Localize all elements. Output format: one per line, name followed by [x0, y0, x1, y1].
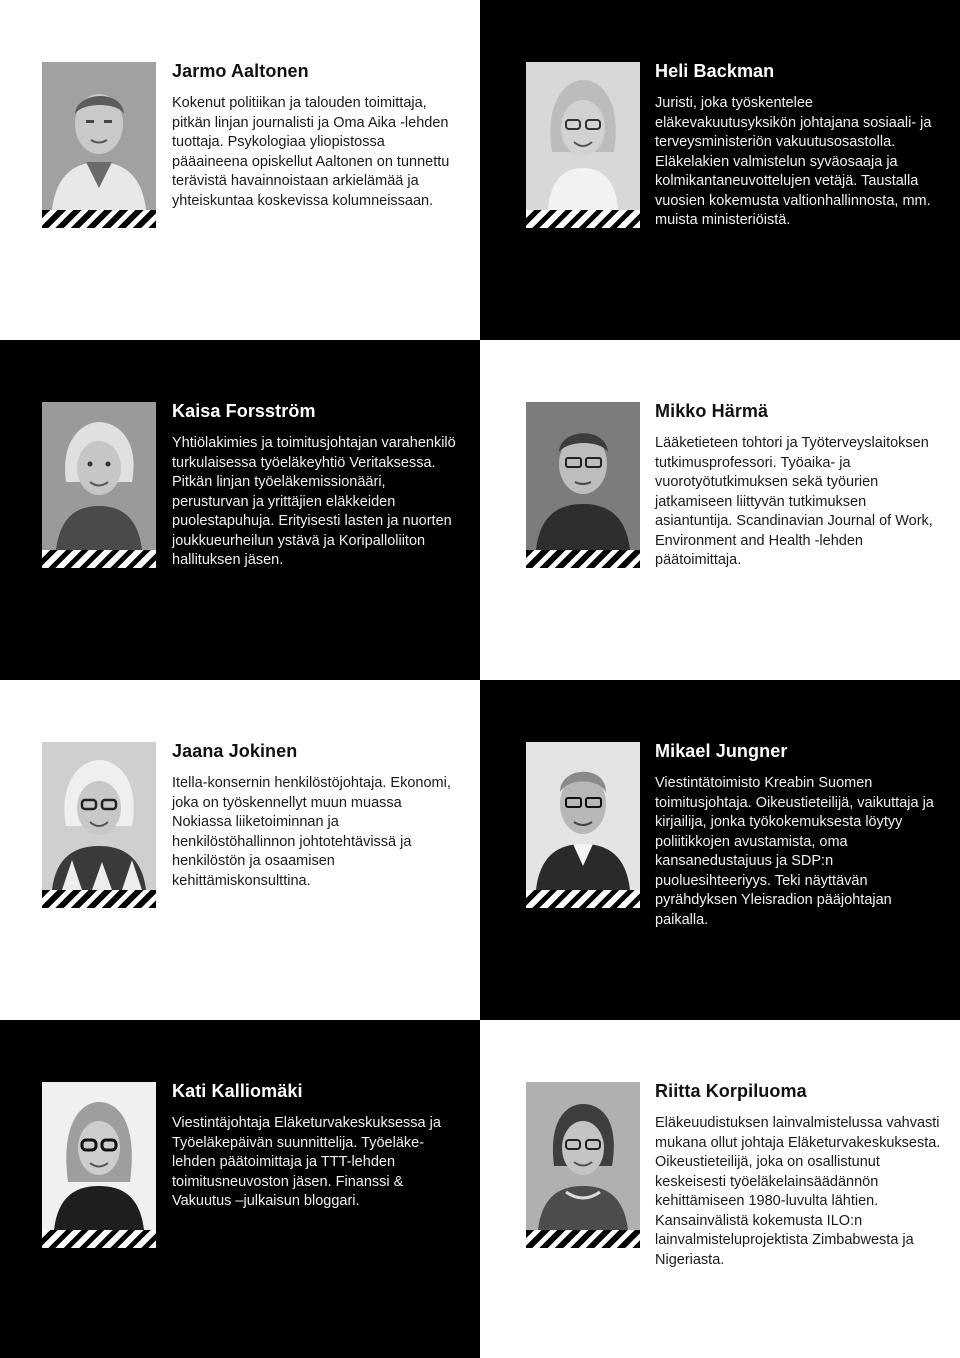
- speaker-text: [172, 400, 462, 571]
- speaker-card-harma: [480, 340, 960, 680]
- speaker-text: [172, 60, 462, 211]
- stripe-bar: [42, 210, 156, 228]
- speaker-card-forsstrom: [0, 340, 480, 680]
- speaker-card-jokinen: [0, 680, 480, 1020]
- person-portrait-icon: [42, 1082, 156, 1230]
- stripe-bar: [526, 1230, 640, 1248]
- speaker-bio: Viestintätoimisto Kreabin Suomen toimitusjohtaja. Oikeustieteilijä, vaikuttaja ja kirjailija, jonka työkokemuksesta löytyy poliitikkojen avustamista, oma kansanedustajuus ja SDP:n puoluesihteeriyys. Teki näyttävän pyrähdyksen Yleisradion pääjohtajan paikalla.: [655, 775, 934, 928]
- speaker-name: Kaisa Forsström: [172, 401, 316, 421]
- speaker-bio: Juristi, joka työskentelee eläkevakuutusyksikön johtajana sosiaali- ja terveysministeriön vakuutusosastolla. Eläkelakien valmistelun syväosaaja ja kolmikantaneuvottelujen vetäjä. Taustalla vuosien kokemusta valtionhallinnosta, mm. muista ministeriöistä.: [655, 95, 932, 228]
- person-portrait-icon: [526, 742, 640, 890]
- stripe-bar: [42, 1230, 156, 1248]
- portrait-photo: [42, 62, 156, 228]
- speaker-bio: Eläkeuudistuksen lainvalmistelussa vahvasti mukana ollut johtaja Eläketurvakeskuksesta. Oikeustieteilijä, joka on osallistunut keskeisesti työeläkelainsäädännön kehittämiseen 1980-luvulta lähtien. Kansainvälistä kokemusta ILO:n lainvalmisteluprojektista Zimbabwesta ja Nigeriasta.: [655, 1115, 941, 1268]
- speaker-name: Riitta Korpiluoma: [655, 1081, 807, 1101]
- person-portrait-icon: [526, 62, 640, 210]
- speaker-text: [655, 1080, 945, 1270]
- speaker-card-aaltonen: [0, 0, 480, 340]
- speaker-text: [655, 740, 945, 930]
- speaker-text: [655, 60, 945, 231]
- person-portrait-icon: [526, 402, 640, 550]
- person-portrait-icon: [42, 742, 156, 890]
- stripe-bar: [42, 890, 156, 908]
- portrait-photo: [42, 742, 156, 908]
- stripe-bar: [526, 210, 640, 228]
- speaker-card-korpiluoma: [480, 1020, 960, 1358]
- speaker-name: Heli Backman: [655, 61, 775, 81]
- portrait-photo: [526, 742, 640, 908]
- speaker-card-jungner: [480, 680, 960, 1020]
- speaker-name: Jaana Jokinen: [172, 741, 298, 761]
- speaker-text: [172, 740, 462, 891]
- portrait-photo: [526, 402, 640, 568]
- portrait-photo: [42, 1082, 156, 1248]
- portrait-photo: [42, 402, 156, 568]
- speaker-bio: Itella-konsernin henkilöstöjohtaja. Ekonomi, joka on työskennellyt muun muassa Nokiassa liiketoiminnan ja henkilöstöhallinnon johtotehtävissä ja henkilöstön ja osaamisen kehittämiskonsulttina.: [172, 775, 451, 889]
- person-portrait-icon: [42, 402, 156, 550]
- speaker-bio: Viestintäjohtaja Eläketurvakeskuksessa ja Työeläkepäivän suunnittelija. Työeläke-lehden päätoimittaja ja TTT-lehden toimitusneuvoston jäsen. Finanssi & Vakuutus –julkaisun bloggari.: [172, 1115, 441, 1209]
- speaker-card-backman: [480, 0, 960, 340]
- speaker-bio: Kokenut politiikan ja talouden toimittaja, pitkän linjan journalisti ja Oma Aika -lehden tuottaja. Psykologiaa yliopistossa pääaineena opiskellut Aaltonen on tunnettu terävistä havainnoistaan arkielämää ja yhteiskuntaa koskevissa kolumneissaan.: [172, 95, 450, 209]
- person-portrait-icon: [526, 1082, 640, 1230]
- stripe-bar: [526, 550, 640, 568]
- speaker-name: Mikael Jungner: [655, 741, 788, 761]
- speaker-card-kalliomaki: [0, 1020, 480, 1358]
- stripe-bar: [42, 550, 156, 568]
- speaker-text: [655, 400, 945, 571]
- speaker-text: [172, 1080, 462, 1212]
- speaker-name: Kati Kalliomäki: [172, 1081, 303, 1101]
- stripe-bar: [526, 890, 640, 908]
- person-portrait-icon: [42, 62, 156, 210]
- portrait-photo: [526, 62, 640, 228]
- speaker-bio: Yhtiölakimies ja toimitusjohtajan varahenkilö turkulaisessa työeläkeyhtiö Veritaksessa. Pitkän linjan työeläkemissionääri, perusturvan ja yrittäjien eläkkeiden puolestapuhuja. Erityisesti lasten ja nuorten joukkueurheilun ystävä ja Koripalloliiton hallituksen jäsen.: [172, 435, 456, 568]
- portrait-photo: [526, 1082, 640, 1248]
- speaker-bio: Lääketieteen tohtori ja Työterveyslaitoksen tutkimusprofessori. Työaika- ja vuorotyötutkimuksen sekä työurien jatkamiseen liittyvän tutkimuksen asiantuntija. Scandinavian Journal of Work, Environment and Health -lehden päätoimittaja.: [655, 435, 933, 568]
- speaker-name: Mikko Härmä: [655, 401, 769, 421]
- speaker-name: Jarmo Aaltonen: [172, 61, 309, 81]
